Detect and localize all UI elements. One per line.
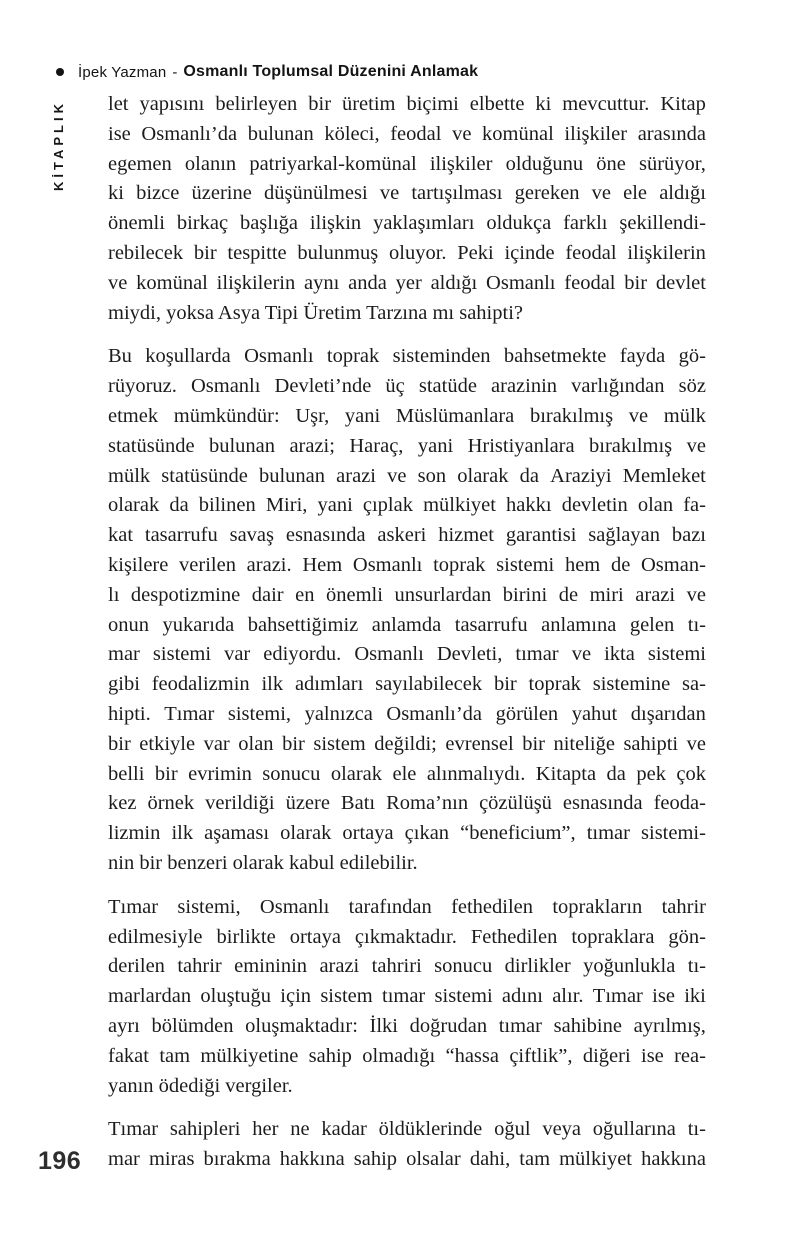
- paragraph: [108, 893, 706, 1102]
- text-line: egemen olanın patriyarkal-komünal ilişkiler olduğunu öne sürüyor,: [108, 152, 706, 175]
- text-line: kez örnek verildiği üzere Batı Roma’nın çözülüşü esnasında feoda-: [108, 792, 706, 815]
- text-line: ayrı bölümden oluşmaktadır: İlki doğrudan tımar sahibine ayrılmış,: [108, 1014, 706, 1037]
- side-label-text: KİTAPLIK: [50, 99, 66, 191]
- text-line: etmek mümkündür: Uşr, yani Müslümanlara bırakılmış ve mülk: [108, 404, 706, 427]
- text-line: Tımar sahipleri her ne kadar öldüklerinde oğul veya oğullarına tı-: [108, 1118, 706, 1141]
- text-line: bir etkiyle var olan bir sistem değildi; evrensel bir niteliğe sahipti ve: [108, 732, 706, 755]
- text-line: önemli birkaç başlığa ilişkin yaklaşımları oldukça farklı şekillendi-: [108, 212, 706, 235]
- text-line: olarak da bilinen Miri, yani çıplak mülkiyet hakkı devletin olan fa-: [108, 494, 706, 517]
- text-line: rüyoruz. Osmanlı Devleti’nde üç statüde arazinin varlığından söz: [108, 375, 706, 398]
- body-text: [108, 90, 706, 1189]
- text-line: ve komünal ilişkilerin aynı anda yer aldığı Osmanlı feodal bir devlet: [108, 271, 706, 294]
- text-line: marlardan oluştuğu için sistem tımar sistemi adını alır. Tımar ise iki: [108, 985, 706, 1008]
- section-side-label: [50, 91, 66, 199]
- text-line: Tımar sistemi, Osmanlı tarafından fethedilen toprakların tahrir: [108, 895, 706, 918]
- text-line: ise Osmanlı’da bulunan köleci, feodal ve komünal ilişkiler arasında: [108, 122, 706, 145]
- header-author: İpek Yazman: [78, 63, 167, 81]
- paragraph: [108, 90, 706, 328]
- text-line: yanın ödediği vergiler.: [108, 1074, 293, 1097]
- text-line: gibi feodalizmin ilk adımları sayılabilecek bir toprak sistemine sa-: [108, 673, 706, 696]
- text-line: edilmesiyle birlikte ortaya çıkmaktadır. Fethedilen topraklara gön-: [108, 925, 706, 948]
- text-line: miydi, yoksa Asya Tipi Üretim Tarzına mı sahipti?: [108, 301, 523, 324]
- text-line: ki bizce üzerine düşünülmesi ve tartışılması gereken ve ele aldığı: [108, 182, 706, 205]
- text-line: let yapısını belirleyen bir üretim biçimi elbette ki mevcuttur. Kitap: [108, 93, 706, 115]
- text-line: belli bir evrimin sonucu olarak ele alınmalıydı. Kitapta da pek çok: [108, 762, 706, 785]
- text-line: rebilecek bir tespitte bulunmuş oluyor. Peki içinde feodal ilişkilerin: [108, 241, 706, 264]
- header-book-title: Osmanlı Toplumsal Düzenini Anlamak: [183, 63, 479, 80]
- paragraph: [108, 1115, 706, 1175]
- text-line: derilen tahrir emininin arazi tahriri sonucu dirlikler yoğunlukla tı-: [108, 955, 706, 978]
- text-line: mar miras bırakma hakkına sahip olsalar dahi, tam mülkiyet hakkına: [108, 1148, 706, 1171]
- text-line: kat tasarrufu savaş esnasında askeri hizmet garantisi sağlayan bazı: [108, 524, 706, 547]
- text-line: mar sistemi var ediyordu. Osmanlı Devleti, tımar ve ikta sistemi: [108, 643, 706, 666]
- text-line: onun yukarıda bahsettiğimiz anlamda tasarrufu anlamına gelen tı-: [108, 613, 706, 636]
- header-separator: -: [172, 63, 178, 81]
- running-header: [56, 63, 478, 81]
- text-line: mülk statüsünde bulunan arazi ve son olarak da Araziyi Memleket: [108, 464, 706, 487]
- text-line: lizmin ilk aşaması olarak ortaya çıkan “beneficium”, tımar sistemi-: [108, 822, 706, 845]
- text-line: statüsünde bulunan arazi; Haraç, yani Hristiyanlara bırakılmış ve: [108, 434, 706, 457]
- text-line: Bu koşullarda Osmanlı toprak sisteminden bahsetmekte fayda gö-: [108, 345, 706, 368]
- paragraph: [108, 342, 706, 878]
- text-line: lı despotizmine dair en önemli unsurlardan birini de miri arazi ve: [108, 583, 706, 606]
- text-line: kişilere verilen arazi. Hem Osmanlı toprak sistemi hem de Osman-: [108, 553, 706, 576]
- text-line: hipti. Tımar sistemi, yalnızca Osmanlı’da görülen yahut dışarıdan: [108, 702, 706, 725]
- text-line: fakat tam mülkiyetine sahip olmadığı “hassa çiftlik”, diğeri ise rea-: [108, 1044, 706, 1067]
- text-line: nin bir benzeri olarak kabul edilebilir.: [108, 851, 418, 874]
- bullet-icon: [56, 68, 64, 76]
- page-number: 196: [38, 1147, 82, 1175]
